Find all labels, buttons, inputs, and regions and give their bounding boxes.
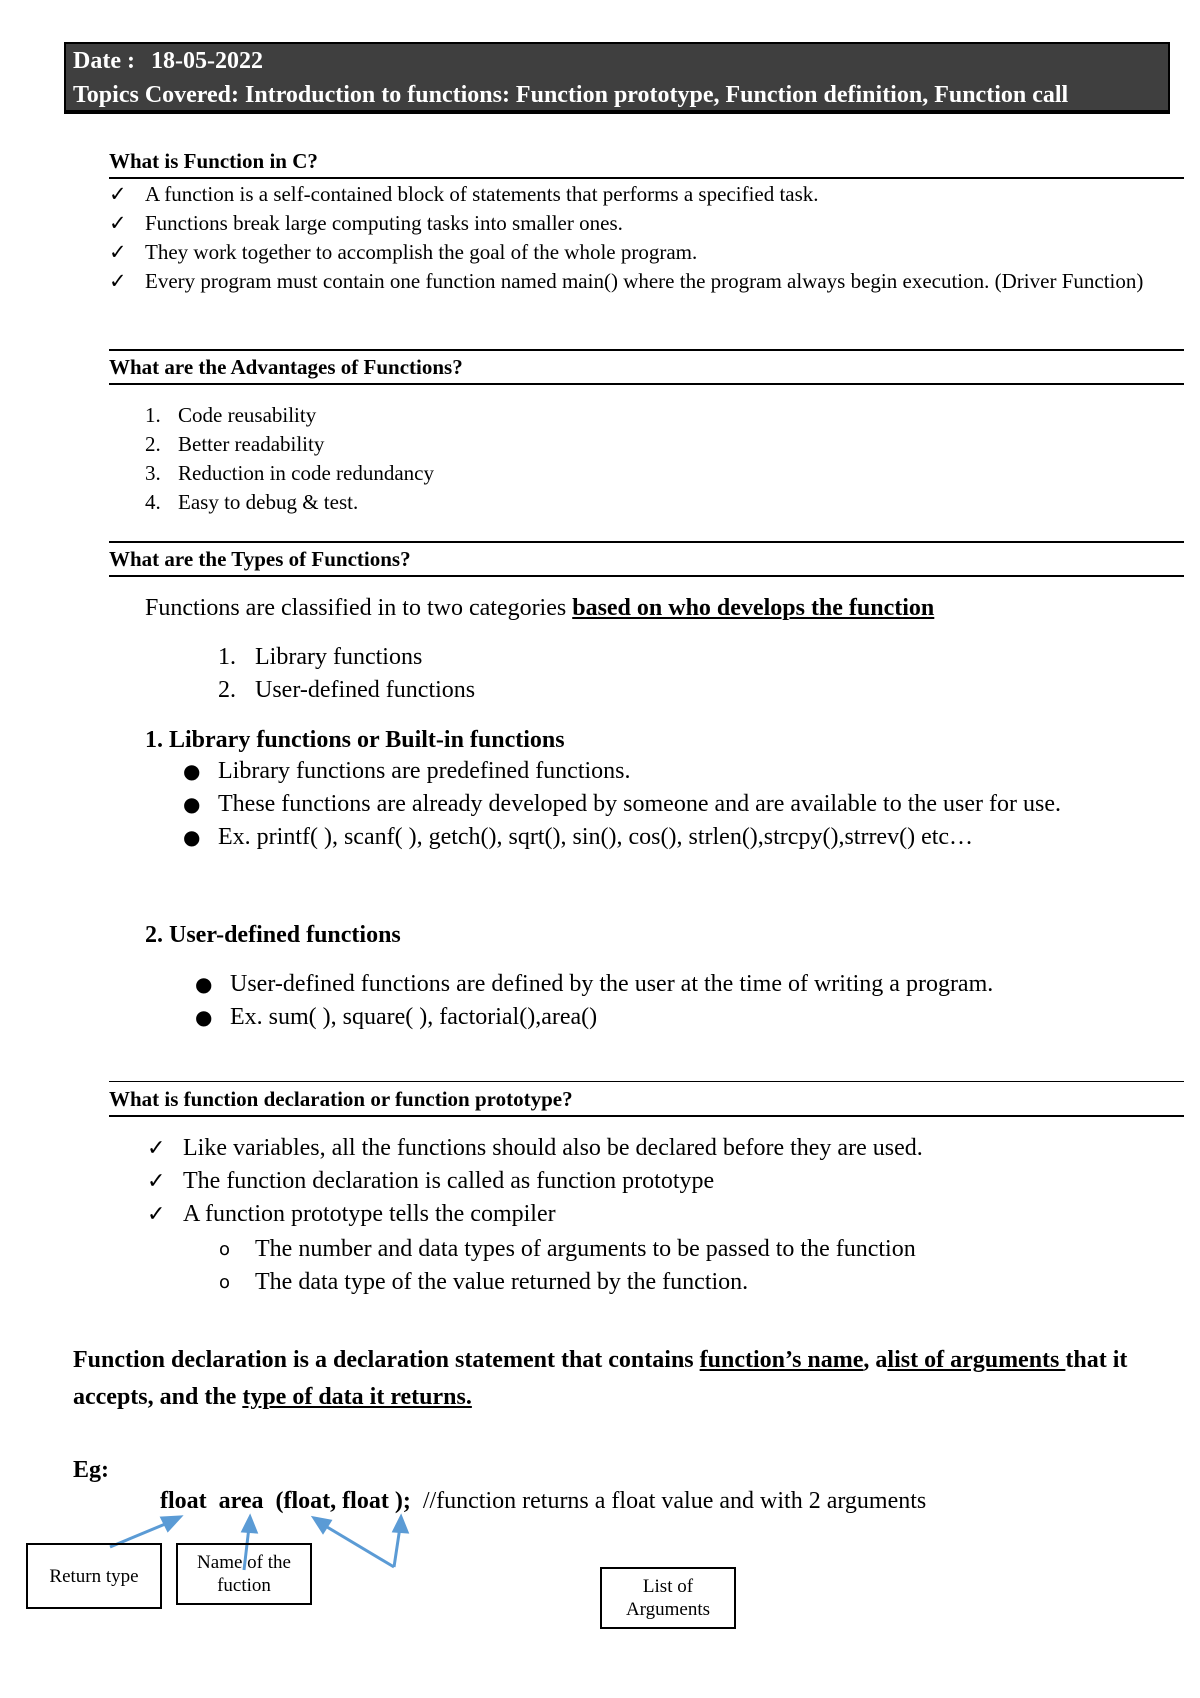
- hollow-circle-icon: o: [219, 1239, 231, 1260]
- check-icon: ✓: [147, 1202, 166, 1227]
- arrow-argument-1: [322, 1524, 394, 1567]
- list-item: 2. User-defined functions: [218, 677, 476, 703]
- list-item: ✓ The function declaration is called as function prototype: [147, 1165, 1147, 1198]
- list-item: ● Ex. sum( ), square( ), factorial(),area(): [195, 1001, 1075, 1034]
- list-item: 4. Easy to debug & test.: [145, 490, 359, 514]
- date-value: 18-05-2022: [150, 48, 263, 74]
- list-item: ✓ A function is a self-contained block of statements that performs a specified task.: [109, 180, 1184, 209]
- arrow-head: [243, 1517, 256, 1532]
- arrow-head: [314, 1518, 330, 1532]
- list-item: 3. Reduction in code redundancy: [145, 461, 434, 485]
- list-item: ● Library functions are predefined functions.: [183, 755, 1183, 788]
- prototype-statement: float area (float, float );: [160, 1488, 411, 1514]
- arrow-head: [394, 1517, 407, 1532]
- library-functions-heading: 1. Library functions or Built-in functions: [145, 727, 565, 753]
- list-item: o The number and data types of arguments to be passed to the function: [219, 1233, 1119, 1266]
- types-intro: Functions are classified in to two categories based on who develops the function: [145, 595, 935, 621]
- bullet-icon: ●: [183, 792, 201, 816]
- check-icon: ✓: [109, 240, 127, 264]
- list-item: 1. Code reusability: [145, 403, 317, 427]
- list-item: ✓ A function prototype tells the compiler: [147, 1198, 1147, 1231]
- types-intro-emphasis: based on who develops the function: [572, 595, 935, 621]
- date-label: Date :: [73, 48, 135, 74]
- list-item: ● Ex. printf( ), scanf( ), getch(), sqrt(), sin(), cos(), strlen(),strcpy(),strrev() etc…: [183, 821, 1183, 854]
- arrow-head: [162, 1517, 180, 1530]
- section-title-what-is-function: What is Function in C?: [109, 149, 318, 173]
- section-title-types: What are the Types of Functions?: [109, 547, 411, 571]
- list-item: ✓ Like variables, all the functions should also be declared before they are used.: [147, 1132, 1147, 1165]
- topics-covered: Topics Covered: Introduction to functions: Function prototype, Function definition, Function call: [73, 82, 1069, 108]
- bullet-icon: ●: [195, 972, 213, 996]
- arrow-argument-2: [394, 1527, 400, 1567]
- example-label: Eg:: [73, 1457, 109, 1483]
- bullet-icon: ●: [183, 825, 201, 849]
- list-item: ✓ They work together to accomplish the goal of the whole program.: [109, 238, 1184, 267]
- list-item: ● These functions are already developed by someone and are available to the user for use.: [183, 788, 1183, 821]
- user-defined-heading: 2. User-defined functions: [145, 922, 401, 948]
- check-icon: ✓: [109, 211, 127, 235]
- list-of-arguments-label-box: List of Arguments: [600, 1567, 736, 1629]
- check-icon: ✓: [109, 269, 127, 293]
- list-item: 2. Better readability: [145, 432, 325, 456]
- bullet-icon: ●: [195, 1005, 213, 1029]
- declaration-definition: Function declaration is a declaration statement that contains function’s name, alist of arguments that it accepts, and the type of data it returns.: [73, 1347, 1128, 1410]
- hollow-circle-icon: o: [219, 1272, 231, 1293]
- list-item: ● User-defined functions are defined by the user at the time of writing a program.: [195, 968, 1075, 1001]
- check-icon: ✓: [147, 1169, 166, 1194]
- check-icon: ✓: [147, 1136, 166, 1161]
- return-type-label-box: Return type: [26, 1543, 162, 1609]
- list-item: ✓ Every program must contain one function named main() where the program always begin execution. (Driver Function): [109, 267, 1184, 296]
- bullet-icon: ●: [183, 759, 201, 783]
- section-title-declaration: What is function declaration or function prototype?: [109, 1087, 573, 1111]
- list-item: o The data type of the value returned by the function.: [219, 1266, 1119, 1299]
- list-item: 1. Library functions: [218, 644, 423, 670]
- prototype-comment: //function returns a float value and with 2 arguments: [422, 1488, 927, 1514]
- check-icon: ✓: [109, 182, 127, 206]
- list-item: ✓ Functions break large computing tasks into smaller ones.: [109, 209, 1184, 238]
- section-title-advantages: What are the Advantages of Functions?: [109, 355, 463, 379]
- function-name-label-box: Name of the fuction: [176, 1543, 312, 1605]
